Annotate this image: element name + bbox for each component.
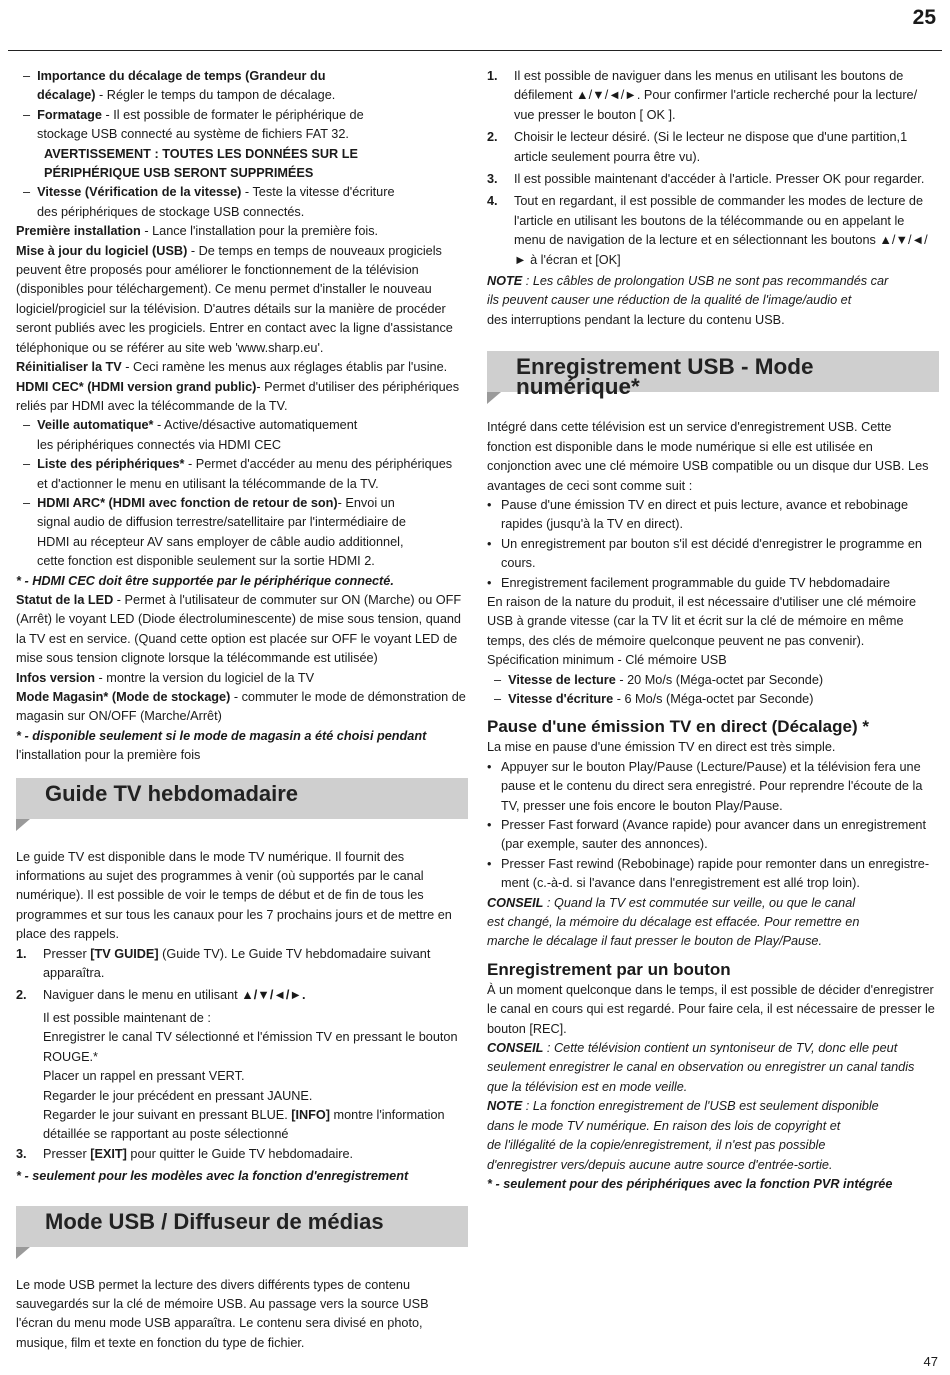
usb-cable-note: NOTE : Les câbles de prolongation USB ne sont pas recommandés car ils peuvent causer une réduction de la qualité de l'image/audio et des interruptions pendant la lecture du contenu USB. xyxy=(487,274,889,327)
footer-page-number: 47 xyxy=(923,1354,938,1369)
store-mode-para: Mode Magasin* (Mode de stockage) - commuter le mode de démonstration de magasin sur ON/OFF (Marche/Arrêt) xyxy=(16,690,466,724)
write-speed-item: – Vitesse d'écriture - 6 Mo/s (Méga-octet par Seconde) xyxy=(494,691,814,706)
guide-intro: Le guide TV est disponible dans le mode TV numérique. Il fournit des informations au sujet des programmes à venir (où supportés par le canal numérique). Il est possible de voir le temps de début et de fin de tous les programmes et sur tous les canaux pour les 7 prochains jours et de mettre en place des rappels. xyxy=(16,849,452,942)
item-format: – Formatage - Il est possible de formater le périphérique de stockage USB connecté au système de fichiers FAT 32. xyxy=(23,107,364,142)
tuner-tip: CONSEIL : Cette télévision contient un syntoniseur de TV, donc elle peut seulement enregistrer le canal en observation ou enregistrer un canal tandis que la télévision est en mode veille. xyxy=(487,1041,915,1094)
guide-step-3: 3. Presser [EXIT] pour quitter le Guide TV hebdomadaire. xyxy=(16,1146,354,1161)
usb-step-1: 1. Il est possible de naviguer dans les menus en utilisant les boutons de défilement ▲/▼/◄/►. Pour confirmer l'article recherché pour la lecture/ vue presser le bouton [ OK ]. xyxy=(487,69,918,122)
recording-note: NOTE : La fonction enregistrement de l'USB est seulement disponible dans le mode TV numérique. En raison des lois de copyright et de l'illégalité de la copie/enregistrement, il n'est pas possible d'enregistrer vers/depuis aucune autre source d'entrée-sortie. xyxy=(487,1099,879,1172)
pause-bullet-3: • Presser Fast rewind (Rebobinage) rapide pour remonter dans un enregistre-ment (c.-à-d. si l'avance dans l'enregistrement est allé trop loin). xyxy=(487,856,930,891)
advantage-2: • Un enregistrement par bouton s'il est décidé d'enregistrer le programme en cours. xyxy=(487,536,922,571)
software-update-para: Mise à jour du logiciel (USB) - De temps en temps de nouveaux progiciels peuvent être proposés pour améliorer le fonctionnement de la télévision (disponibles pour téléchargement). Ce menu permet d'installer le nouveau logiciel/progiciel sur la télévision. D'autres détails sur la manière de procéder seront publiés avec les progiciels. Entrer en contact avec la ligne d'assistance téléphonique ou se référer au site web 'www.sharp.eu'. xyxy=(16,243,453,355)
right-column xyxy=(487,67,939,1194)
advantage-3: • Enregistrement facilement programmable du guide TV hebdomadaire xyxy=(487,575,891,590)
recording-section-title: Enregistrement USB - Mode numérique* xyxy=(516,354,814,399)
one-button-heading: Enregistrement par un bouton xyxy=(487,959,731,979)
page-number: 25 xyxy=(912,6,936,29)
pause-bullet-2: • Presser Fast forward (Avance rapide) pour avancer dans un enregistrement (par exemple, sauter des annonces). xyxy=(487,818,927,852)
version-info-para: Infos version - montre la version du logiciel de la TV xyxy=(16,670,315,685)
guide-note: * - seulement pour les modèles avec la fonction d'enregistrement xyxy=(16,1169,409,1184)
guide-section-title: Guide TV hebdomadaire xyxy=(45,780,299,806)
guide-step-1: 1. Presser [TV GUIDE] (Guide TV). Le Guide TV hebdomadaire suivant apparaîtra. xyxy=(16,946,431,981)
item-hdmi-arc: – HDMI ARC* (HDMI avec fonction de retour de son)- Envoi un signal audio de diffusion terrestre/satellitaire par l'intermédiaire de HDMI au récepteur AV sans employer de câble audio additionnel, cette fonction est disponible seulement sur la sortie HDMI 2. xyxy=(23,495,406,569)
item-speed: – Vitesse (Vérification de la vitesse) - Teste la vitesse d'écriture des périphériques de stockage USB connectés. xyxy=(23,185,395,219)
usb-step-3: 3. Il est possible maintenant d'accéder à l'article. Presser OK pour regarder. xyxy=(487,172,925,187)
reset-tv-para: Réinitialiser la TV - Ceci ramène les menus aux réglages établis par l'usine. xyxy=(16,360,448,375)
first-install-para: Première installation - Lance l'installation pour la première fois. xyxy=(16,224,379,239)
pause-bullet-1: • Appuyer sur le bouton Play/Pause (Lecture/Pause) et la télévision fera une pause et le contenu du direct sera enregistré. Pour reprendre l'écoute de la TV, presser une fois encore le bouton Play/Pause. xyxy=(487,759,923,813)
guide-step-2: 2. Naviguer dans le menu en utilisant ▲/▼/◄/►. Il est possible maintenant de : Enregistrer le canal TV sélectionné et l'émission TV en pressant le bouton ROUGE.* Placer un rappel en pressant VERT. Regarder le jour précédent en pressant JAUNE. Regarder le jour suivant en pressant BLUE. [INFO] montre l'information détaillée se rapportant au poste sélectionné xyxy=(16,988,458,1142)
led-status-para: Statut de la LED - Permet à l'utilisateur de commuter sur ON (Marche) ou OFF (Arrêt) le voyant LED (Diode électroluminescente) de mise sous tension, quand la TV est en service. (Quand cette option est placée sur OFF le voyant LED de mise sous tension clignote lorsque la télécommande est utilisée) xyxy=(16,592,462,666)
usb-step-4: 4. Tout en regardant, il est possible de commander les modes de lecture de l'article en utilisant les boutons de la télécommande ou en appelant le menu de navigation de la lecture et en sélectionnant les boutons ▲/▼/◄/► à l'écran et [OK] xyxy=(487,194,928,267)
left-column xyxy=(16,67,468,1353)
recording-section-header xyxy=(487,351,939,399)
advantage-1: • Pause d'une émission TV en direct et puis lecture, avance et rebobinage rapides (jusqu'à la TV en direct). xyxy=(487,497,909,532)
item-device-list: – Liste des périphériques* - Permet d'accéder au menu des périphériques et d'actionner le menu en utilisant la télécommande de la TV. xyxy=(23,457,453,491)
pvr-note: * - seulement pour des périphériques avec la fonction PVR intégrée xyxy=(487,1176,893,1191)
header-rule xyxy=(8,50,942,51)
guide-section-header xyxy=(16,778,468,819)
pause-heading: Pause d'une émission TV en direct (Décalage) * xyxy=(487,717,869,737)
hdmi-cec-note: * - HDMI CEC doit être supportée par le périphérique connecté. xyxy=(16,573,394,588)
store-mode-note: * - disponible seulement si le mode de magasin a été choisi pendant l'installation pour la première fois xyxy=(16,728,427,763)
recording-usb-requirement: En raison de la nature du produit, il est nécessaire d'utiliser une clé mémoire USB à grande vitesse (car la TV lit et écrit sur la clé de mémoire en même temps, des clés de mémoire quelconque peuvent ne pas convenir). xyxy=(487,594,917,648)
usb-section-title: Mode USB / Diffuseur de médias xyxy=(45,1208,384,1234)
pause-intro: La mise en pause d'une émission TV en direct est très simple. xyxy=(487,740,836,755)
usb-intro: Le mode USB permet la lecture des divers différents types de contenu sauvegardés sur la clé de mémoire USB. Au passage vers la source USB l'écran du menu mode USB apparaîtra. Le contenu sera divisé en photo, musique, film et texte en fonction du type de fichier. xyxy=(16,1277,429,1350)
usb-step-2: 2. Choisir le lecteur désiré. (Si le lecteur ne dispose que d'une partition,1 article seulement pourra être vu). xyxy=(487,130,908,164)
item-timeshift-size: – Importance du décalage de temps (Grandeur du décalage) - Régler le temps du tampon de décalage. xyxy=(23,69,336,103)
recording-intro: Intégré dans cette télévision est un service d'enregistrement USB. Cette fonction est disponible dans le mode numérique si elle est utilisée en conjonction avec une clé mémoire USB compatible ou un disque dur USB. Les avantages de ceci sont comme suit : xyxy=(487,420,929,493)
min-spec-heading: Spécification minimum - Clé mémoire USB xyxy=(487,653,727,668)
format-warning: AVERTISSEMENT : TOUTES LES DONNÉES SUR LE PÉRIPHÉRIQUE USB SERONT SUPPRIMÉES xyxy=(44,146,358,181)
usb-section-header xyxy=(16,1206,468,1247)
pause-tip: CONSEIL : Quand la TV est commutée sur veille, ou que le canal est changé, la mémoire du décalage est effacée. Pour remettre en marche le décalage il faut presser le bouton de Play/Pause. xyxy=(487,895,860,949)
one-button-text: À un moment quelconque dans le temps, il est possible de décider d'enregistrer le canal en cours qui est regardé. Pour faire cela, il est nécessaire de presser le bouton [REC]. xyxy=(487,982,935,1036)
hdmi-cec-para: HDMI CEC* (HDMI version grand public)- Permet d'utiliser des périphériques reliés par HDMI avec la télécommande de la TV. xyxy=(16,379,460,413)
item-auto-standby: – Veille automatique* - Active/désactive automatiquement les périphériques connectés via HDMI CEC xyxy=(23,418,358,452)
read-speed-item: – Vitesse de lecture - 20 Mo/s (Méga-octet par Seconde) xyxy=(494,672,824,687)
